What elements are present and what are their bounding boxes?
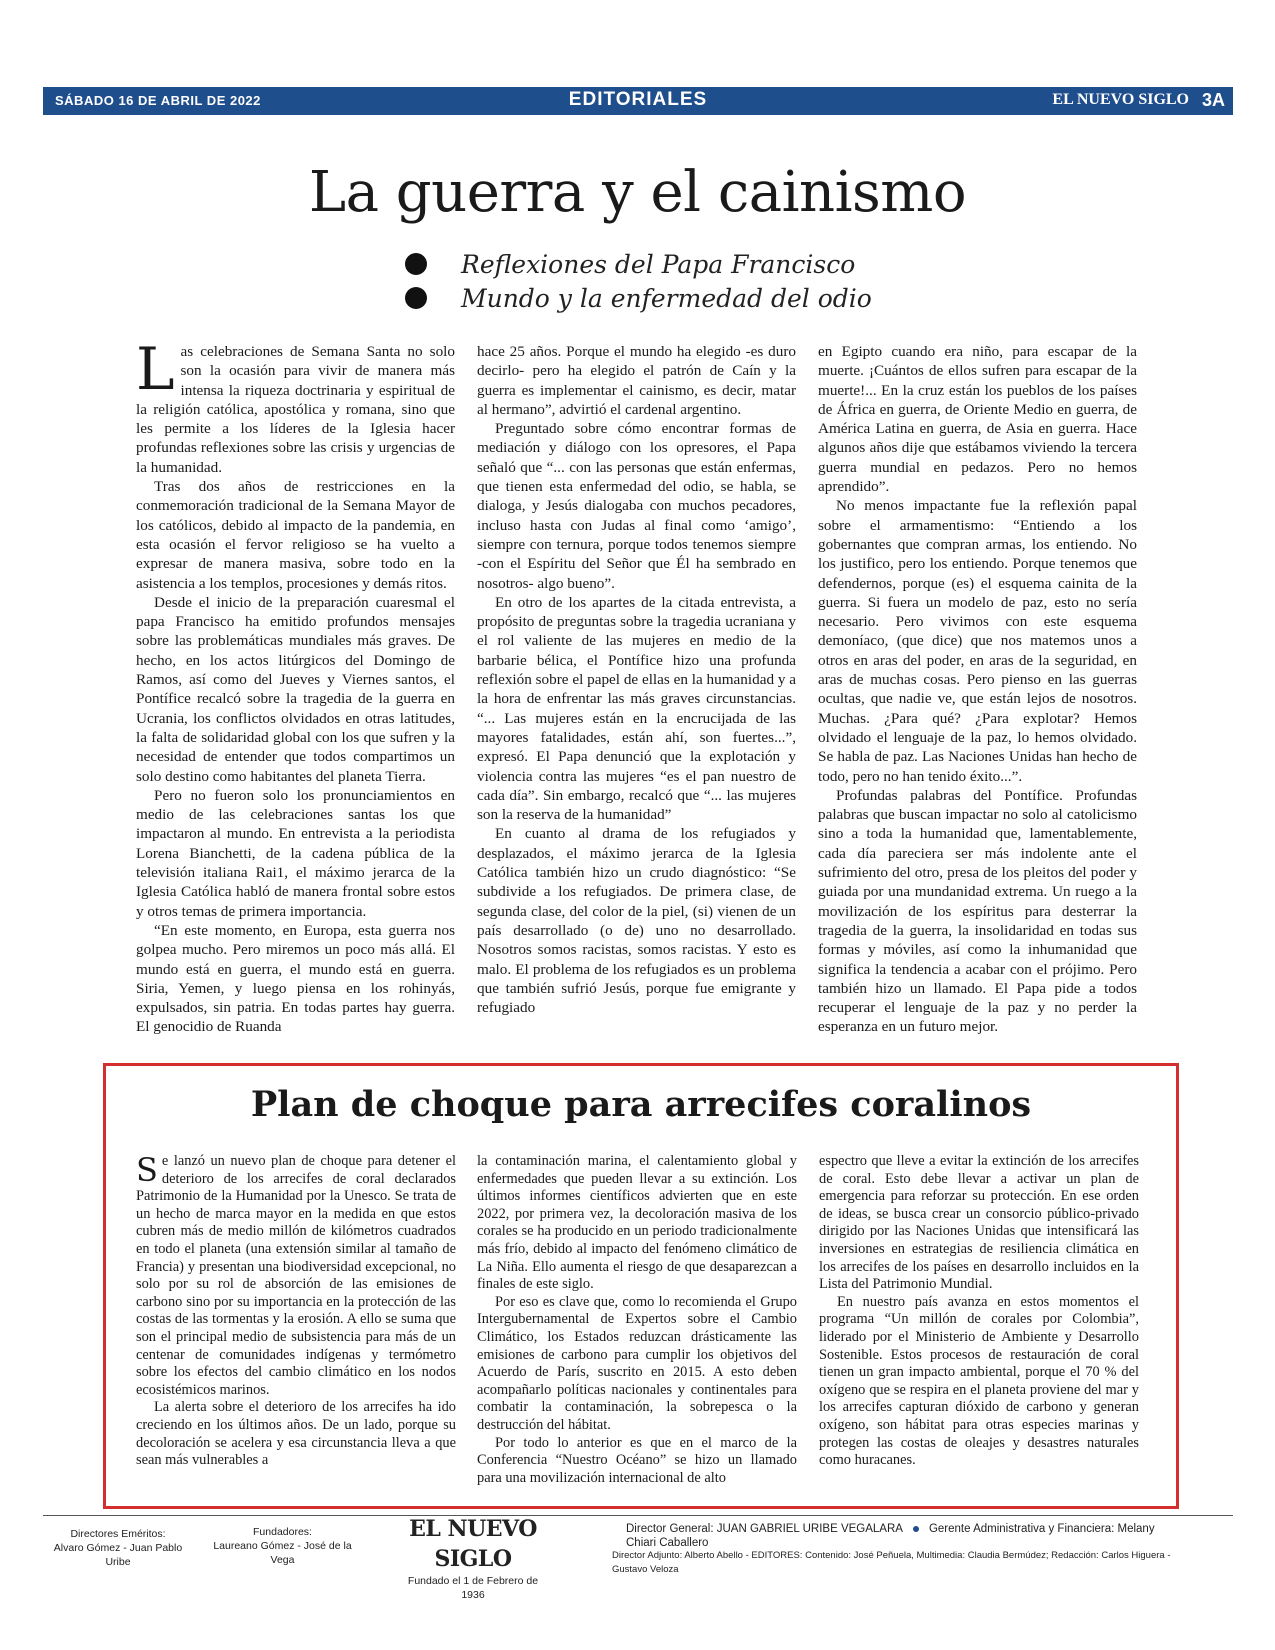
paragraph: No menos impactante fue la reflexión papal sobre el armamentismo: “Entiendo a los gobernantes que compran armas, los entiendo. No los justifico, pero los entiendo. Porque tenemos que defendernos, porque (es) el esquema cainita de la guerra. Si fuera un modelo de paz, esto no sería necesario. Pero vivimos con este esquema demoníaco, (que dice) que nos matemos unos a otros en aras del poder, en aras de la seguridad, en aras de muchas cosas. Pero pienso en las guerras ocultas, que nadie ve, que están lejos de nosotros. Muchas. ¿Para qué? ¿Para explotar? Hemos olvidado el lenguaje de la paz, lo hemos olvidado. Se habla de paz. Las Naciones Unidas han hecho de todo, pero no han tenido éxito...”. [818,497,1137,785]
paragraph: hace 25 años. Porque el mundo ha elegido -es duro decirlo- pero ha elegido el patrón de Caín y la guerra es implementar el cainismo, es decir, matar al hermano”, advirtió el cardenal argentino. [477,343,796,418]
paragraph: Desde el inicio de la preparación cuaresmal el papa Francisco ha emitido profundos mensajes sobre las problemáticas mundiales más graves. De hecho, en los actos litúrgicos del Domingo de Ramos, así como del Jueves y Viernes santos, el Pontífice recalcó sobre la tragedia de la guerra en Ucrania, los conflictos olvidados en otras latitudes, la falta de solidaridad global con los que sufren y la necesidad de entender que todos compartimos un solo destino como habitantes del planeta Tierra. [136,593,455,785]
issue-date: SÁBADO 16 DE ABRIL DE 2022 [55,93,261,108]
paragraph: Por todo lo anterior es que en el marco de la Conferencia “Nuestro Océano” se hizo un llamado para una movilización internacional de alto [477,1434,797,1486]
article-column-2 [477,342,796,1055]
footer-logo-block [398,1514,548,1602]
paragraph: Las celebraciones de Semana Santa no solo son la ocasión para vivir de manera más intensa la riqueza doctrinaria y espiritual de la religión católica, apostólica y romana, sino que les permite a los líderes de la Iglesia hacer profundas reflexiones sobre las crisis y urgencias de la humanidad. [136,342,455,476]
coral-article-box [103,1063,1179,1509]
separator-dot-icon [913,1526,919,1532]
article-headline: La guerra y el cainismo [308,160,967,225]
paragraph: En otro de los apartes de la citada entrevista, a propósito de preguntas sobre la tragedia ucraniana y el rol valiente de las mujeres en medio de la barbarie bélica, el Pontífice hizo una profunda reflexión sobre el papel de ellas en la humanidad y a la hora de enfrentar las más graves circunstancias. “... Las mujeres están en la encrucijada de las mayores fatalidades, están ahí, son fuertes...”, expresó. El Papa denunció que la explotación y violencia contra las mujeres “es el pan nuestro de cada día”. Sin embargo, recalcó que “... las mujeres son la reserva de la humanidad” [477,593,796,824]
footer-management [626,1522,1186,1550]
paragraph: la contaminación marina, el calentamiento global y enfermedades que pueden llevar a su extinción. Los últimos informes científicos advierten que en este 2022, por primera vez, la decoloración masiva de los corales se ha producido en un periodo tradicionalmente más frío, debido al impacto del fenómeno climático de La Niña. Ello aumenta el riesgo de que desaparezcan a finales de este siglo. [477,1153,797,1293]
header-bar [43,87,1233,115]
coral-column-1 [136,1153,456,1498]
footer-fundadores [200,1525,365,1567]
paragraph: En nuestro país avanza en estos momentos el programa “Un millón de corales por Colombia”, liderado por el Ministerio de Ambiente y Desarrollo Sostenible. Estos procesos de restauración de coral tienen un gran impacto ambiental, porque el 70 % del oxígeno que se respira en el planeta proviene del mar y los arrecifes capturan dióxido de carbono y generan oxígeno, son hábitat para otras especies marinas y protegen las costas de oleajes y desastres naturales como huracanes. [819,1293,1139,1469]
subhead-item [405,247,872,281]
fundadores-label: Fundadores: [253,1526,312,1538]
subheads [405,247,872,315]
page-number: 3A [1201,90,1225,110]
director-general: Director General: JUAN GABRIEL URIBE VEGALARA [626,1523,903,1535]
paragraph: La alerta sobre el deterioro de los arrecifes ha ido creciendo en los últimos años. De un lado, porque su decoloración se acelera y esa circunstancia lleva a que sean más vulnerables a [136,1399,456,1469]
subhead-item [405,281,872,315]
directores-names: Alvaro Gómez - Juan Pablo Uribe [53,1542,183,1568]
paragraph: en Egipto cuando era niño, para escapar de la muerte. ¡Cuántos de ellos sufren para escapar de la muerte!... En la cruz están los pueblos de los países de África en guerra, de Oriente Medio en guerra, de América Latina en guerra, de Asia en guerra. Hace algunos años dije que estábamos viviendo la tercera guerra mundial en pedazos. Pero no hemos aprendido”. [818,343,1137,496]
paragraph: Pero no fueron solo los pronunciamientos en medio de las celebraciones santas los que impactaron al mundo. En entrevista a la periodista Lorena Bianchetti, de la cadena pública de la televisión italiana Rai1, el máximo jerarca de la Iglesia Católica habló de manera frontal sobre estos y otros temas de primera importancia. [136,786,455,920]
paragraph: Se lanzó un nuevo plan de choque para detener el deterioro de los arrecifes de coral declarados Patrimonio de la Humanidad por la Unesco. Se trata de un hecho de marca mayor en la medida en que estos cubren más de medio millón de kilómetros cuadrados en todo el planeta (una extensión similar al tamaño de Francia) y presentan una biodiversidad excepcional, no solo por su rol de absorción de las emisiones de carbono sino por su importancia en la protección de las costas de las tormentas y la erosión. A ello se suma que son el principal medio de subsistencia para más de un centenar de comunidades indígenas y termómetro sobre los efectos del cambio climático en los nodos ecosistémicos marinos. [136,1153,456,1398]
paragraph: Tras dos años de restricciones en la conmemoración tradicional de la Semana Mayor de los católicos, debido al impacto de la pandemia, en esta ocasión el fervor religioso se ha vuelto a expresar de manera masiva, sobre todo en la asistencia a los templos, procesiones y demás ritos. [136,478,455,592]
paragraph: espectro que lleve a evitar la extinción de los arrecifes de coral. Esto debe llevar a activar un plan de emergencia para reforzar su protección. En ese orden de ideas, se busca crear un consorcio público-privado dirigido por las Naciones Unidas que intensificará las inversiones en estrategias de resiliencia climática en los arrecifes de los países en desarrollo incluidos en la Lista del Patrimonio Mundial. [819,1153,1139,1293]
founded-date: Fundado el 1 de Febrero de 1936 [407,1575,539,1601]
coral-article-headline: Plan de choque para arrecifes coralinos [250,1084,1032,1125]
coral-column-2 [477,1153,797,1498]
paragraph: En cuanto al drama de los refugiados y desplazados, el máximo jerarca de la Iglesia Católica también hizo un crudo diagnóstico: “Se subdivide a los refugiados. De primera clase, de segunda clase, del color de la piel, (si) vienen de un país desarrollado (o de) uno no desarrollado. Nosotros somos racistas, somos racistas. Y esto es malo. El problema de los refugiados es un problema que también sufrió Jesús, porque fue emigrante y refugiado [477,825,796,1017]
footer-divider [43,1515,1233,1516]
subhead-text: Reflexiones del Papa Francisco [461,249,856,279]
article-column-1 [136,342,455,1055]
paragraph: Profundas palabras del Pontífice. Profundas palabras que buscan impactar no solo al catolicismo sino a toda la humanidad que, lamentablemente, cada día pareciera ser más indolente ante el sufrimiento del otro, presa de los pleitos del poder y guiada por una mundanidad extrema. Un ruego a la movilización de los espíritus para desterrar la tragedia de la guerra, la insolidaridad en todas sus formas y móviles, así como la inhumanidad que significa la tendencia a acabar con el prójimo. Pero también hizo un llamado. El Papa pide a todos recuperar el lenguaje de la paz y no perder la esperanza en un futuro mejor. [818,786,1137,1036]
paragraph: “En este momento, en Europa, esta guerra nos golpea mucho. Pero miremos un poco más allá. El mundo está en guerra, el mundo está en guerra. Siria, Yemen, y luego piensa en los rohinyás, expulsados, sin patria. En todas partes hay guerra. El genocidio de Ruanda [136,921,455,1036]
footer-credits: Director Adjunto: Alberto Abello - EDITORES: Contenido: José Peñuela, Multimedia: Claudia Bermúdez; Redacción: Carlos Higuera - Gustavo Veloza [612,1550,1171,1575]
footer-directores [43,1527,193,1569]
brand-name: EL NUEVO SIGLO [1052,91,1189,108]
section-title: EDITORIALES [568,89,708,110]
directores-label: Directores Eméritos: [70,1528,166,1540]
bullet-icon [405,287,427,309]
drop-cap: L [136,342,175,403]
paragraph: Por eso es clave que, como lo recomienda el Grupo Intergubernamental de Expertos sobre el Cambio Climático, los Estados reduzcan drásticamente las emisiones de carbono para cumplir los objetivos del Acuerdo de París, suscrito en 2015. A esto deben acompañarlo políticas nacionales y continentales para combatir la contaminación, la sobrepesca o la destrucción del hábitat. [477,1293,797,1433]
newspaper-logo: EL NUEVO SIGLO [409,1516,537,1572]
fundadores-names: Laureano Gómez - José de la Vega [213,1540,352,1566]
paragraph: Preguntado sobre cómo encontrar formas de mediación y diálogo con los opresores, el Papa señaló que “... con las personas que están enfermas, que tienen esta enfermedad del odio, se habla, se dialoga, y Jesús dialogaba con muchos pecadores, incluso hasta con Judas al final como ‘amigo’, siempre con ternura, porque todos tenemos siempre -con el Espíritu del Señor que Él ha sembrado en nosotros- algo bueno”. [477,420,796,592]
gerente: Gerente Administrativa y Financiera: Melany Chiari Caballero [626,1523,1155,1549]
subhead-text: Mundo y la enfermedad del odio [461,283,872,313]
coral-column-3 [819,1153,1139,1498]
bullet-icon [405,253,427,275]
article-column-3 [818,342,1137,1055]
drop-cap: S [136,1153,158,1189]
